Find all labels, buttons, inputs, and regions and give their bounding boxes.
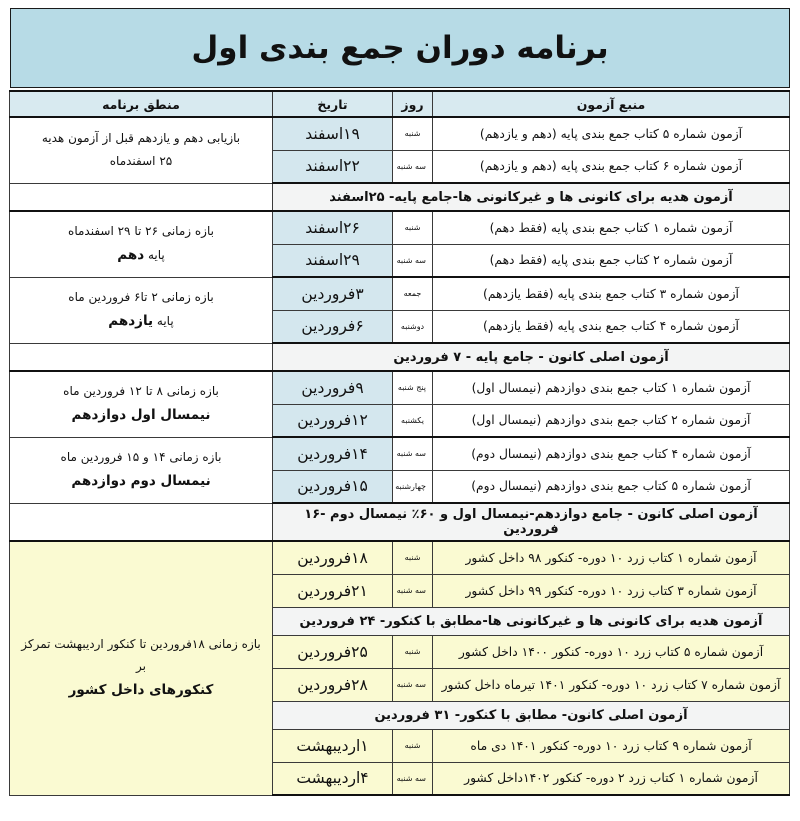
cell-source: آزمون شماره ۲ کتاب جمع بندی دوازدهم (نیمسال اول) <box>433 404 790 437</box>
page-title-banner <box>10 8 790 88</box>
column-header-date: تاریخ <box>273 91 393 117</box>
logic-line-1: بازه زمانی ۲۶ تا ۲۹ اسفندماه <box>68 224 214 239</box>
cell-logic <box>10 541 273 795</box>
cell-day: سه شنبه <box>393 762 433 795</box>
cell-date: ۱۵فروردین <box>273 470 393 503</box>
cell-date: ۹فروردین <box>273 371 393 404</box>
cell-day: شنبه <box>393 211 433 244</box>
cell-date: ۲۵فروردین <box>273 635 393 668</box>
table-row <box>10 277 790 310</box>
table-row <box>10 117 790 150</box>
column-header-day: روز <box>393 91 433 117</box>
logic-grade: دهم <box>117 246 145 263</box>
cell-date: ۱اردیبهشت <box>273 729 393 762</box>
page-title: برنامه دوران جمع بندی اول <box>191 29 609 66</box>
table-row <box>10 437 790 470</box>
cell-date: ۱۸فروردین <box>273 541 393 574</box>
cell-date: ۲۱فروردین <box>273 574 393 607</box>
cell-logic-empty <box>10 503 273 541</box>
cell-source: آزمون شماره ۵ کتاب زرد ۱۰ دوره- کنکور ۱۴۰۰ داخل کشور <box>433 635 790 668</box>
cell-date: ۲۲اسفند <box>273 150 393 183</box>
cell-logic <box>10 117 273 183</box>
logic-line-2 <box>16 309 266 335</box>
cell-day: سه شنبه <box>393 437 433 470</box>
cell-date: ۱۴فروردین <box>273 437 393 470</box>
cell-day: سه شنبه <box>393 244 433 277</box>
separator-label: آزمون اصلی کانون - جامع دوازدهم-نیمسال اول و ۶۰٪ نیمسال دوم -۱۶ فروردین <box>273 503 790 541</box>
cell-day: شنبه <box>393 635 433 668</box>
logic-line-2: ۲۵ اسفندماه <box>109 154 173 169</box>
cell-source: آزمون شماره ۶ کتاب جمع بندی پایه (دهم و یازدهم) <box>433 150 790 183</box>
logic-grade-prefix: پایه <box>144 247 165 262</box>
table-header-row <box>10 91 790 117</box>
cell-day: شنبه <box>393 729 433 762</box>
logic-line-2: نیمسال اول دوازدهم <box>71 406 211 423</box>
logic-grade-prefix: پایه <box>153 313 174 328</box>
separator-label: آزمون اصلی کانون- مطابق با کنکور- ۳۱ فروردین <box>273 701 790 729</box>
separator-row <box>10 343 790 371</box>
cell-source: آزمون شماره ۴ کتاب جمع بندی دوازدهم (نیمسال دوم) <box>433 437 790 470</box>
cell-source: آزمون شماره ۱ کتاب جمع بندی دوازدهم (نیمسال اول) <box>433 371 790 404</box>
cell-day: شنبه <box>393 117 433 150</box>
cell-day: شنبه <box>393 541 433 574</box>
cell-source: آزمون شماره ۵ کتاب جمع بندی دوازدهم (نیمسال دوم) <box>433 470 790 503</box>
cell-date: ۳فروردین <box>273 277 393 310</box>
logic-line-2: نیمسال دوم دوازدهم <box>71 472 211 489</box>
table-row <box>10 211 790 244</box>
cell-logic <box>10 437 273 503</box>
cell-date: ۱۲فروردین <box>273 404 393 437</box>
cell-day: سه شنبه <box>393 668 433 701</box>
cell-source: آزمون شماره ۱ کتاب جمع بندی پایه (فقط دهم) <box>433 211 790 244</box>
logic-line-1: بازیابی دهم و یازدهم قبل از آزمون هدیه <box>41 131 241 146</box>
logic-line-1: بازه زمانی ۲ تا۶ فروردین ماه <box>68 289 214 304</box>
cell-day: چهارشنبه <box>393 470 433 503</box>
separator-label: آزمون هدیه برای کانونی ها و غیرکانونی ها-جامع پایه- ۲۵اسفند <box>273 183 790 211</box>
cell-source: آزمون شماره ۵ کتاب جمع بندی پایه (دهم و یازدهم) <box>433 117 790 150</box>
logic-line-1: بازه زمانی ۱۴ و ۱۵ فروردین ماه <box>60 449 222 464</box>
cell-day: دوشنبه <box>393 310 433 343</box>
cell-logic-empty <box>10 183 273 211</box>
separator-label: آزمون هدیه برای کانونی ها و غیرکانونی ها-مطابق با کنکور- ۲۴ فروردین <box>273 607 790 635</box>
cell-source: آزمون شماره ۲ کتاب جمع بندی پایه (فقط دهم) <box>433 244 790 277</box>
cell-date: ۲۶اسفند <box>273 211 393 244</box>
cell-day: یکشنبه <box>393 404 433 437</box>
cell-day: سه شنبه <box>393 574 433 607</box>
cell-logic <box>10 371 273 437</box>
cell-source: آزمون شماره ۹ کتاب زرد ۱۰ دوره- کنکور ۱۴۰۱ دی ماه <box>433 729 790 762</box>
cell-logic <box>10 277 273 343</box>
cell-date: ۲۸فروردین <box>273 668 393 701</box>
cell-source: آزمون شماره ۳ کتاب زرد ۱۰ دوره- کنکور ۹۹ داخل کشور <box>433 574 790 607</box>
column-header-source: منبع آزمون <box>433 91 790 117</box>
logic-grade: یازدهم <box>108 312 154 329</box>
logic-line-2 <box>16 243 266 269</box>
cell-date: ۲۹اسفند <box>273 244 393 277</box>
cell-logic <box>10 211 273 277</box>
table-row <box>10 541 790 574</box>
cell-day: پنج شنبه <box>393 371 433 404</box>
cell-day: سه شنبه <box>393 150 433 183</box>
table-row <box>10 371 790 404</box>
cell-source: آزمون شماره ۱ کتاب زرد ۱۰ دوره- کنکور ۹۸ داخل کشور <box>433 541 790 574</box>
column-header-logic: منطق برنامه <box>10 91 273 117</box>
cell-date: ۱۹اسفند <box>273 117 393 150</box>
cell-date: ۴اردیبهشت <box>273 762 393 795</box>
logic-line-1: بازه زمانی ۸ تا ۱۲ فروردین ماه <box>63 384 219 399</box>
logic-line-1: بازه زمانی ۱۸فروردین تا کنکور اردیبهشت تمرکز بر <box>21 636 261 674</box>
cell-logic-empty <box>10 343 273 371</box>
logic-line-2: کنکورهای داخل کشور <box>68 682 214 699</box>
schedule-table <box>9 90 790 796</box>
cell-date: ۶فروردین <box>273 310 393 343</box>
separator-label: آزمون اصلی کانون - جامع پایه - ۷ فروردین <box>273 343 790 371</box>
separator-row <box>10 183 790 211</box>
cell-source: آزمون شماره ۷ کتاب زرد ۱۰ دوره- کنکور ۱۴۰۱ تیرماه داخل کشور <box>433 668 790 701</box>
cell-source: آزمون شماره ۱ کتاب زرد ۲ دوره- کنکور ۱۴۰۲داخل کشور <box>433 762 790 795</box>
cell-day: جمعه <box>393 277 433 310</box>
cell-source: آزمون شماره ۳ کتاب جمع بندی پایه (فقط یازدهم) <box>433 277 790 310</box>
separator-row <box>10 503 790 541</box>
cell-source: آزمون شماره ۴ کتاب جمع بندی پایه (فقط یازدهم) <box>433 310 790 343</box>
